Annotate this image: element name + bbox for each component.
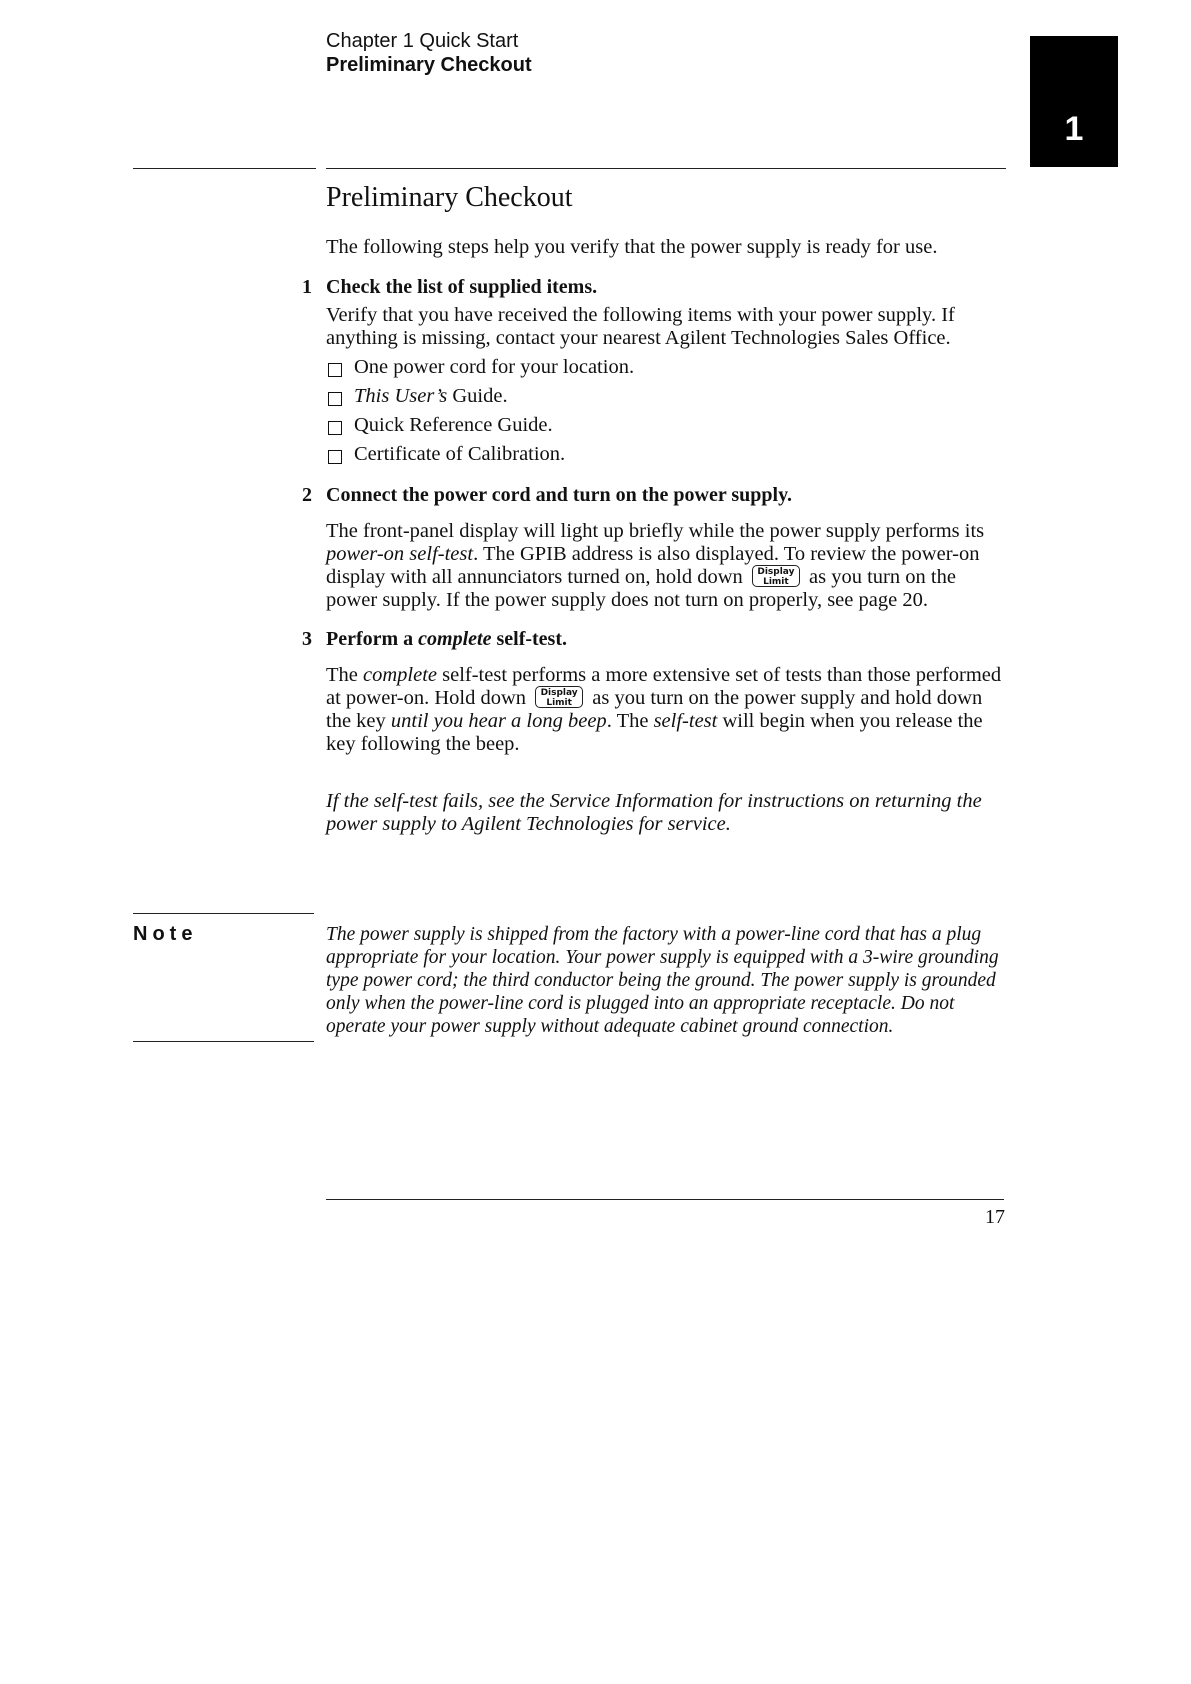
display-limit-key-icon: Display Limit [752, 565, 800, 587]
step-2-text: The front-panel display will light up briefly while the power supply performs its power-on self-test. The GPIB address is also displayed. To review the power-on display with all annunciators turned on, hold down Display Limit as you turn on the power supply. If the power supply does not turn on properly, see page 20. [326, 520, 985, 612]
checklist-item-text: Guide. [447, 385, 508, 407]
checklist-item [328, 385, 508, 408]
chapter-tab [1030, 36, 1118, 167]
step-2-heading: Connect the power cord and turn on the power supply. [326, 484, 792, 506]
display-limit-key-icon: Display Limit [535, 686, 583, 708]
step-2-italic: power-on self-test [326, 543, 474, 565]
step-3-number: 3 [302, 628, 312, 650]
step-3-text: The complete self-test performs a more extensive set of tests than those performed at power-on. Hold down Display Limit as you turn on the power supply and hold down the key until you hear a long beep. The self-test will begin when you release the key following the beep. [326, 664, 1002, 756]
checkbox-icon [328, 392, 342, 406]
title-divider [326, 168, 1006, 169]
footer-rule [326, 1199, 1004, 1200]
self-test-failure-note: If the self-test fails, see the Service Information for instructions on returning the power supply to Agilent Technologies for service. [326, 790, 982, 835]
intro-paragraph: The following steps help you verify that the power supply is ready for use. [326, 236, 938, 258]
step-1-number: 1 [302, 276, 312, 298]
running-header-section: Preliminary Checkout [326, 54, 532, 76]
page-title: Preliminary Checkout [326, 182, 573, 213]
checkbox-icon [328, 363, 342, 377]
checklist-item-italic: This User’s [354, 385, 448, 407]
step-1-heading: Check the list of supplied items. [326, 276, 598, 298]
checkbox-icon [328, 450, 342, 464]
note-text: The power supply is shipped from the factory with a power-line cord that has a plug appropriate for your location. Your power supply is equipped with a 3-wire grounding type power cord; the third conductor being the ground. The power supply is grounded only when the power-line cord is plugged into an appropriate receptacle. Do not operate your power supply without adequate cabinet ground connection. [326, 924, 999, 1037]
checklist-item [328, 414, 553, 437]
checklist-item-text: One power cord for your location. [354, 356, 635, 378]
checklist-item [328, 443, 565, 466]
note-label: Note [133, 923, 198, 945]
chapter-tab-number: 1 [1064, 110, 1084, 148]
checklist-item [328, 356, 634, 379]
note-bottom-rule [133, 1041, 314, 1042]
note-top-rule [133, 913, 314, 914]
step-3-heading: Perform a complete self-test. [326, 628, 568, 650]
left-divider [133, 168, 316, 169]
checkbox-icon [328, 421, 342, 435]
step-2-number: 2 [302, 484, 312, 506]
page-number: 17 [985, 1206, 1005, 1228]
running-header-chapter: Chapter 1 Quick Start [326, 30, 519, 52]
checklist-item-text: Quick Reference Guide. [354, 414, 553, 436]
step-1-text: Verify that you have received the following items with your power supply. If anything is missing, contact your nearest Agilent Technologies Sales Office. [326, 304, 955, 349]
checklist-item-text: Certificate of Calibration. [354, 443, 566, 465]
